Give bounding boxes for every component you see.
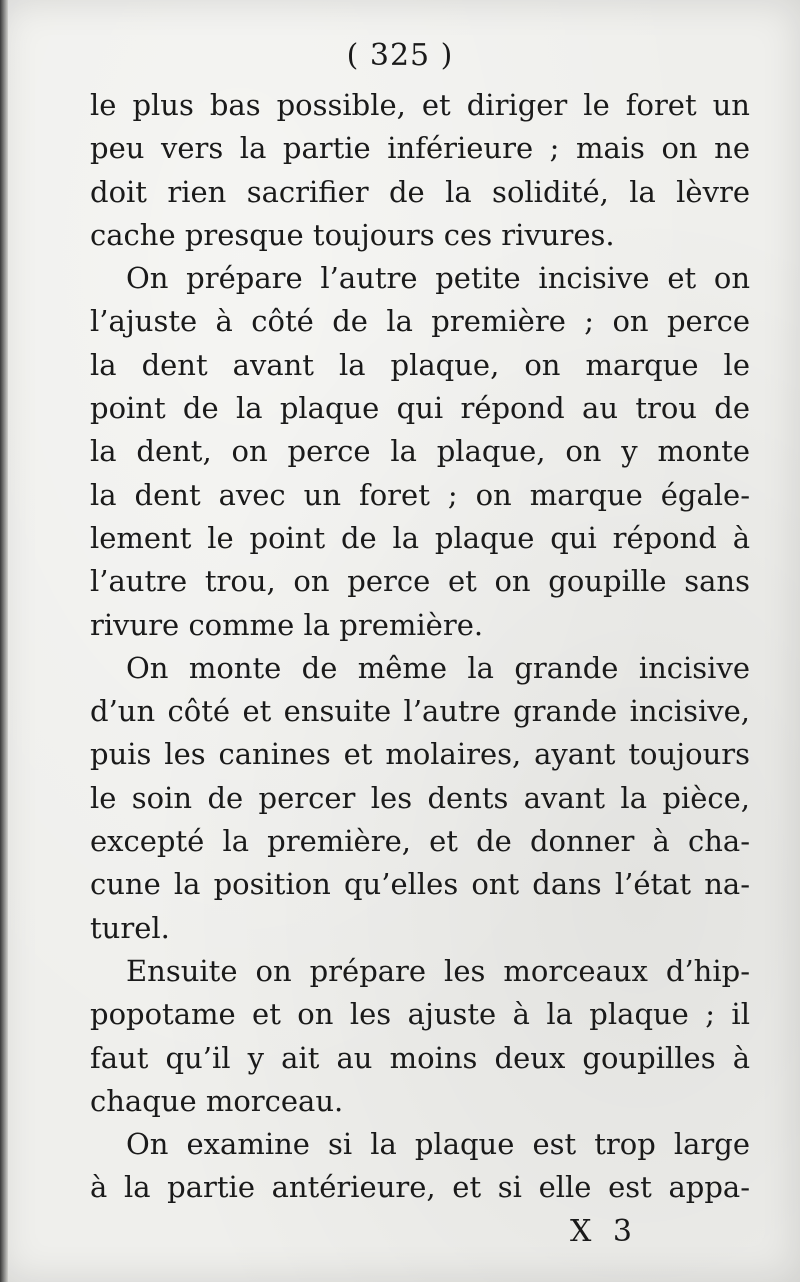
- text-line: puis les canines et molaires, ayant toujours: [90, 737, 750, 772]
- text-line: cune la position qu’elles ont dans l’état na-: [90, 867, 750, 902]
- text-line: peu vers la partie inférieure ; mais on ne: [90, 131, 750, 166]
- text-line: l’ajuste à côté de la première ; on perce: [90, 304, 750, 339]
- text-line: doit rien sacrifier de la solidité, la lèvre: [90, 174, 750, 209]
- text-line: le soin de percer les dents avant la pièce,: [90, 780, 750, 815]
- text-line: turel.: [90, 910, 170, 945]
- text-line: On prépare l’autre petite incisive et on: [126, 261, 750, 296]
- text-line: cache presque toujours ces rivures.: [90, 217, 615, 252]
- text-line: Ensuite on prépare les morceaux d’hip-: [126, 953, 750, 988]
- text-line: lement le point de la plaque qui répond à: [90, 520, 750, 555]
- paragraph-5: [90, 1123, 750, 1210]
- text-line: à la partie antérieure, et si elle est appa-: [90, 1170, 750, 1205]
- text-line: l’autre trou, on perce et on goupille sans: [90, 564, 750, 599]
- text-line: popotame et on les ajuste à la plaque ; il: [90, 997, 750, 1032]
- text-line: point de la plaque qui répond au trou de: [90, 391, 750, 426]
- text-line: faut qu’il y ait au moins deux goupilles à: [90, 1040, 750, 1075]
- page-number: ( 325 ): [346, 38, 454, 73]
- paragraph-4: [90, 950, 750, 1123]
- body-text: [90, 84, 750, 1210]
- text-line: la dent avant la plaque, on marque le: [90, 347, 750, 382]
- text-line: d’un côté et ensuite l’autre grande incisive,: [90, 694, 750, 729]
- page-edge-shadow: [0, 0, 8, 1282]
- text-line: le plus bas possible, et diriger le foret un: [90, 88, 750, 122]
- text-line: la dent, on perce la plaque, on y monte: [90, 434, 750, 469]
- text-line: la dent avec un foret ; on marque égale-: [90, 477, 750, 512]
- text-line: On monte de même la grande incisive: [126, 650, 750, 685]
- text-line: On examine si la plaque est trop large: [126, 1127, 750, 1162]
- paragraph-1: [90, 84, 750, 257]
- text-line: rivure comme la première.: [90, 607, 484, 642]
- text-line: chaque morceau.: [90, 1083, 344, 1118]
- text-line: excepté la première, et de donner à cha-: [90, 824, 750, 859]
- paragraph-2: [90, 257, 750, 647]
- paragraph-3: [90, 647, 750, 950]
- signature-mark: X 3: [570, 1214, 638, 1249]
